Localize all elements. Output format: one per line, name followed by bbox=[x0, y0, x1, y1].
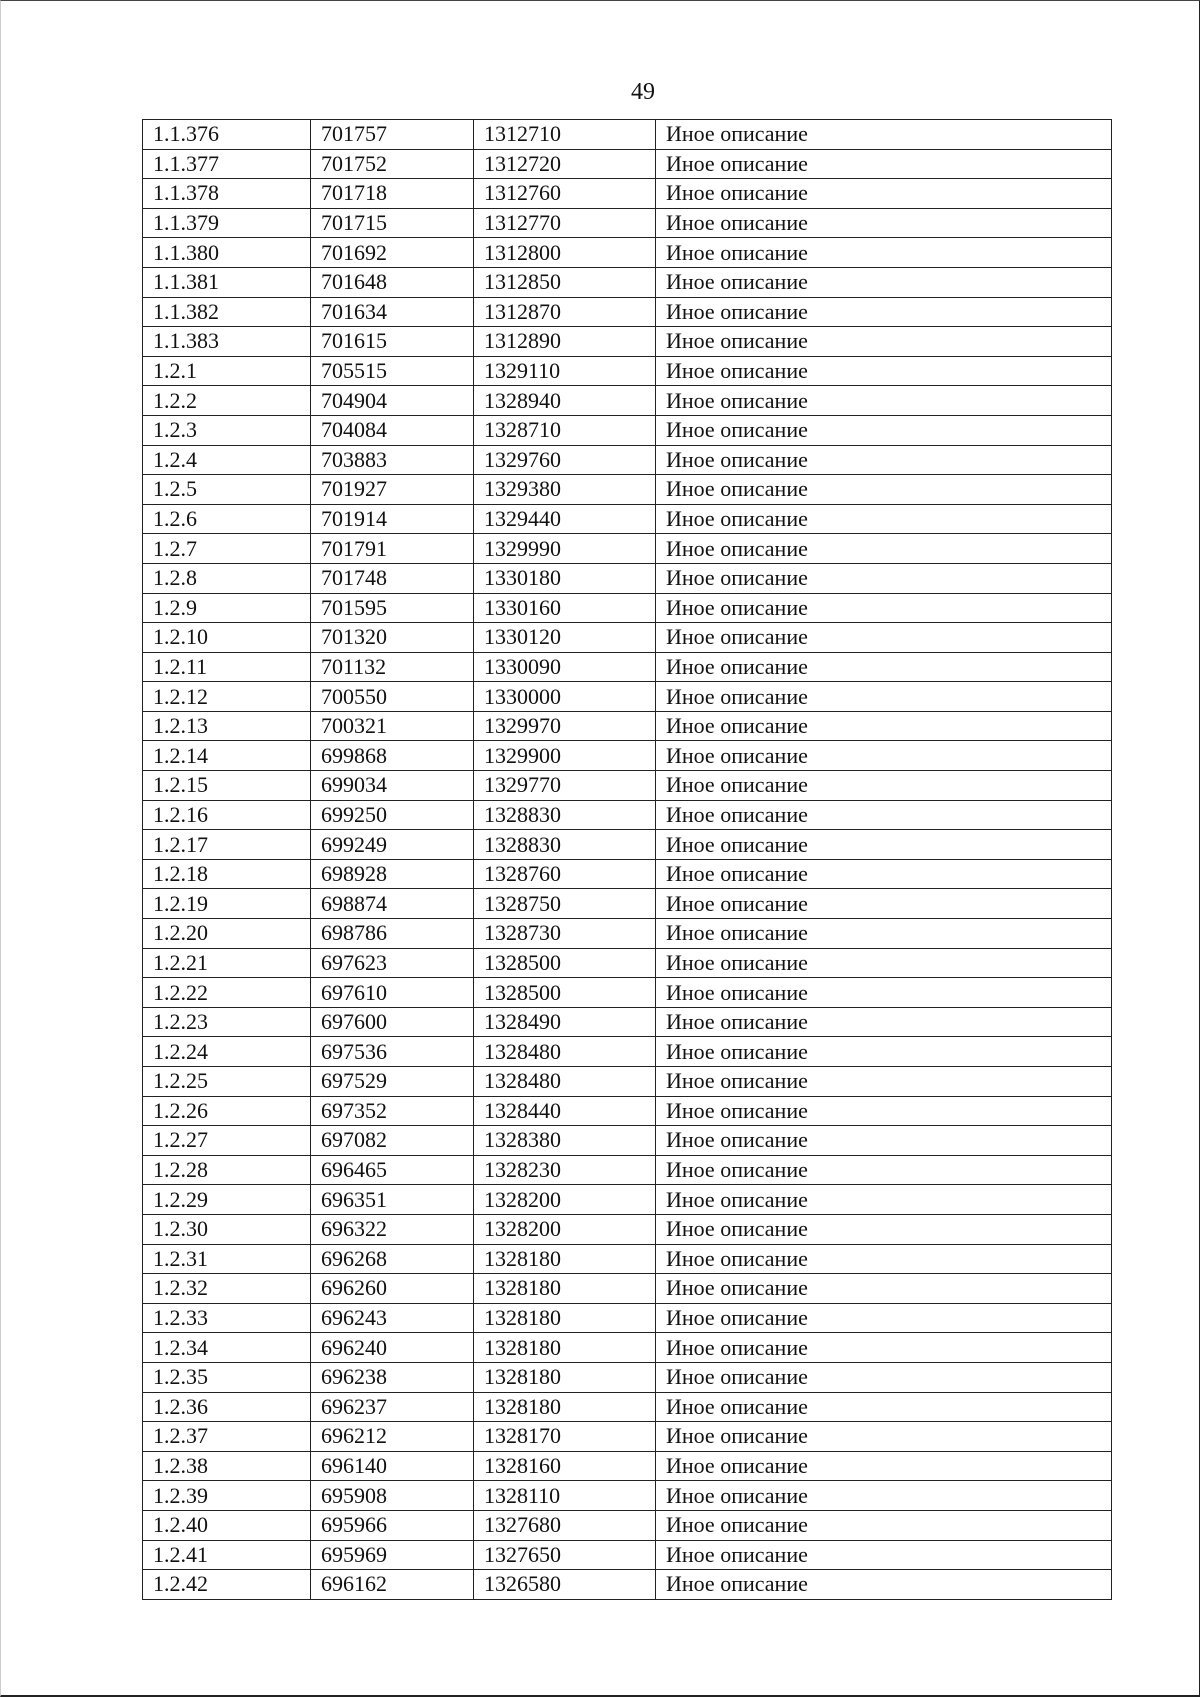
description-cell: Иное описание bbox=[656, 297, 1112, 327]
description-cell: Иное описание bbox=[656, 1362, 1112, 1392]
x-coordinate-cell: 701320 bbox=[311, 623, 474, 653]
table-row bbox=[143, 919, 1112, 949]
x-coordinate-cell: 697082 bbox=[311, 1126, 474, 1156]
y-coordinate-cell: 1328180 bbox=[474, 1274, 656, 1304]
description-cell: Иное описание bbox=[656, 475, 1112, 505]
x-coordinate-cell: 697623 bbox=[311, 948, 474, 978]
point-number-cell: 1.1.376 bbox=[143, 120, 311, 150]
point-number-cell: 1.2.31 bbox=[143, 1244, 311, 1274]
description-cell: Иное описание bbox=[656, 1303, 1112, 1333]
x-coordinate-cell: 696322 bbox=[311, 1214, 474, 1244]
x-coordinate-cell: 697529 bbox=[311, 1067, 474, 1097]
point-number-cell: 1.2.11 bbox=[143, 652, 311, 682]
point-number-cell: 1.2.1 bbox=[143, 356, 311, 386]
x-coordinate-cell: 701634 bbox=[311, 297, 474, 327]
y-coordinate-cell: 1330160 bbox=[474, 593, 656, 623]
description-cell: Иное описание bbox=[656, 1392, 1112, 1422]
table-row bbox=[143, 623, 1112, 653]
x-coordinate-cell: 704084 bbox=[311, 415, 474, 445]
x-coordinate-cell: 696465 bbox=[311, 1155, 474, 1185]
description-cell: Иное описание bbox=[656, 1333, 1112, 1363]
y-coordinate-cell: 1328180 bbox=[474, 1362, 656, 1392]
y-coordinate-cell: 1329760 bbox=[474, 445, 656, 475]
x-coordinate-cell: 701132 bbox=[311, 652, 474, 682]
point-number-cell: 1.2.39 bbox=[143, 1481, 311, 1511]
x-coordinate-cell: 698928 bbox=[311, 859, 474, 889]
y-coordinate-cell: 1312850 bbox=[474, 267, 656, 297]
x-coordinate-cell: 698786 bbox=[311, 919, 474, 949]
description-cell: Иное описание bbox=[656, 1451, 1112, 1481]
y-coordinate-cell: 1328490 bbox=[474, 1007, 656, 1037]
table-row bbox=[143, 978, 1112, 1008]
y-coordinate-cell: 1312870 bbox=[474, 297, 656, 327]
point-number-cell: 1.2.28 bbox=[143, 1155, 311, 1185]
point-number-cell: 1.2.16 bbox=[143, 800, 311, 830]
table-row bbox=[143, 1333, 1112, 1363]
y-coordinate-cell: 1329970 bbox=[474, 711, 656, 741]
y-coordinate-cell: 1329900 bbox=[474, 741, 656, 771]
description-cell: Иное описание bbox=[656, 327, 1112, 357]
point-number-cell: 1.1.381 bbox=[143, 267, 311, 297]
table-row bbox=[143, 120, 1112, 150]
point-number-cell: 1.2.24 bbox=[143, 1037, 311, 1067]
description-cell: Иное описание bbox=[656, 1540, 1112, 1570]
point-number-cell: 1.2.17 bbox=[143, 830, 311, 860]
table-row bbox=[143, 504, 1112, 534]
x-coordinate-cell: 701718 bbox=[311, 179, 474, 209]
point-number-cell: 1.2.13 bbox=[143, 711, 311, 741]
description-cell: Иное описание bbox=[656, 1510, 1112, 1540]
point-number-cell: 1.2.10 bbox=[143, 623, 311, 653]
point-number-cell: 1.2.18 bbox=[143, 859, 311, 889]
table-row bbox=[143, 741, 1112, 771]
page-number: 49 bbox=[631, 79, 655, 105]
x-coordinate-cell: 701595 bbox=[311, 593, 474, 623]
table-row bbox=[143, 534, 1112, 564]
y-coordinate-cell: 1328940 bbox=[474, 386, 656, 416]
y-coordinate-cell: 1328830 bbox=[474, 830, 656, 860]
y-coordinate-cell: 1312890 bbox=[474, 327, 656, 357]
x-coordinate-cell: 696240 bbox=[311, 1333, 474, 1363]
point-number-cell: 1.2.29 bbox=[143, 1185, 311, 1215]
y-coordinate-cell: 1328760 bbox=[474, 859, 656, 889]
y-coordinate-cell: 1328180 bbox=[474, 1333, 656, 1363]
description-cell: Иное описание bbox=[656, 504, 1112, 534]
description-cell: Иное описание bbox=[656, 534, 1112, 564]
table-row bbox=[143, 356, 1112, 386]
point-number-cell: 1.1.378 bbox=[143, 179, 311, 209]
x-coordinate-cell: 699249 bbox=[311, 830, 474, 860]
x-coordinate-cell: 697536 bbox=[311, 1037, 474, 1067]
description-cell: Иное описание bbox=[656, 208, 1112, 238]
y-coordinate-cell: 1328480 bbox=[474, 1037, 656, 1067]
description-cell: Иное описание bbox=[656, 445, 1112, 475]
point-number-cell: 1.2.2 bbox=[143, 386, 311, 416]
description-cell: Иное описание bbox=[656, 1214, 1112, 1244]
point-number-cell: 1.2.35 bbox=[143, 1362, 311, 1392]
description-cell: Иное описание bbox=[656, 623, 1112, 653]
description-cell: Иное описание bbox=[656, 563, 1112, 593]
x-coordinate-cell: 700321 bbox=[311, 711, 474, 741]
x-coordinate-cell: 699250 bbox=[311, 800, 474, 830]
x-coordinate-cell: 696268 bbox=[311, 1244, 474, 1274]
y-coordinate-cell: 1329770 bbox=[474, 771, 656, 801]
y-coordinate-cell: 1312710 bbox=[474, 120, 656, 150]
y-coordinate-cell: 1329990 bbox=[474, 534, 656, 564]
point-number-cell: 1.2.42 bbox=[143, 1570, 311, 1600]
table-row bbox=[143, 1244, 1112, 1274]
point-number-cell: 1.2.26 bbox=[143, 1096, 311, 1126]
table-row bbox=[143, 297, 1112, 327]
table-row bbox=[143, 208, 1112, 238]
x-coordinate-cell: 696237 bbox=[311, 1392, 474, 1422]
point-number-cell: 1.2.14 bbox=[143, 741, 311, 771]
description-cell: Иное описание bbox=[656, 741, 1112, 771]
table-row bbox=[143, 1422, 1112, 1452]
description-cell: Иное описание bbox=[656, 1274, 1112, 1304]
description-cell: Иное описание bbox=[656, 1007, 1112, 1037]
point-number-cell: 1.2.8 bbox=[143, 563, 311, 593]
table-row bbox=[143, 415, 1112, 445]
description-cell: Иное описание bbox=[656, 1422, 1112, 1452]
table-row bbox=[143, 179, 1112, 209]
x-coordinate-cell: 703883 bbox=[311, 445, 474, 475]
y-coordinate-cell: 1329380 bbox=[474, 475, 656, 505]
x-coordinate-cell: 696140 bbox=[311, 1451, 474, 1481]
y-coordinate-cell: 1327680 bbox=[474, 1510, 656, 1540]
point-number-cell: 1.2.27 bbox=[143, 1126, 311, 1156]
x-coordinate-cell: 697600 bbox=[311, 1007, 474, 1037]
point-number-cell: 1.2.22 bbox=[143, 978, 311, 1008]
point-number-cell: 1.1.380 bbox=[143, 238, 311, 268]
x-coordinate-cell: 701615 bbox=[311, 327, 474, 357]
y-coordinate-cell: 1312720 bbox=[474, 149, 656, 179]
y-coordinate-cell: 1328440 bbox=[474, 1096, 656, 1126]
y-coordinate-cell: 1330090 bbox=[474, 652, 656, 682]
y-coordinate-cell: 1328500 bbox=[474, 978, 656, 1008]
point-number-cell: 1.2.41 bbox=[143, 1540, 311, 1570]
x-coordinate-cell: 696212 bbox=[311, 1422, 474, 1452]
description-cell: Иное описание bbox=[656, 1067, 1112, 1097]
y-coordinate-cell: 1328200 bbox=[474, 1214, 656, 1244]
x-coordinate-cell: 701757 bbox=[311, 120, 474, 150]
y-coordinate-cell: 1330120 bbox=[474, 623, 656, 653]
y-coordinate-cell: 1328200 bbox=[474, 1185, 656, 1215]
point-number-cell: 1.2.12 bbox=[143, 682, 311, 712]
x-coordinate-cell: 696351 bbox=[311, 1185, 474, 1215]
table-row bbox=[143, 711, 1112, 741]
description-cell: Иное описание bbox=[656, 682, 1112, 712]
y-coordinate-cell: 1312770 bbox=[474, 208, 656, 238]
point-number-cell: 1.2.9 bbox=[143, 593, 311, 623]
description-cell: Иное описание bbox=[656, 120, 1112, 150]
y-coordinate-cell: 1326580 bbox=[474, 1570, 656, 1600]
y-coordinate-cell: 1312800 bbox=[474, 238, 656, 268]
x-coordinate-cell: 701927 bbox=[311, 475, 474, 505]
point-number-cell: 1.2.37 bbox=[143, 1422, 311, 1452]
x-coordinate-cell: 705515 bbox=[311, 356, 474, 386]
x-coordinate-cell: 699034 bbox=[311, 771, 474, 801]
description-cell: Иное описание bbox=[656, 1570, 1112, 1600]
table-row bbox=[143, 1303, 1112, 1333]
point-number-cell: 1.2.15 bbox=[143, 771, 311, 801]
x-coordinate-cell: 700550 bbox=[311, 682, 474, 712]
x-coordinate-cell: 699868 bbox=[311, 741, 474, 771]
coordinates-table-body bbox=[143, 120, 1112, 1600]
description-cell: Иное описание bbox=[656, 1185, 1112, 1215]
table-row bbox=[143, 1037, 1112, 1067]
description-cell: Иное описание bbox=[656, 711, 1112, 741]
description-cell: Иное описание bbox=[656, 1481, 1112, 1511]
x-coordinate-cell: 697610 bbox=[311, 978, 474, 1008]
table-row bbox=[143, 593, 1112, 623]
x-coordinate-cell: 696260 bbox=[311, 1274, 474, 1304]
description-cell: Иное описание bbox=[656, 179, 1112, 209]
y-coordinate-cell: 1330000 bbox=[474, 682, 656, 712]
x-coordinate-cell: 701648 bbox=[311, 267, 474, 297]
x-coordinate-cell: 701692 bbox=[311, 238, 474, 268]
y-coordinate-cell: 1328110 bbox=[474, 1481, 656, 1511]
point-number-cell: 1.2.38 bbox=[143, 1451, 311, 1481]
x-coordinate-cell: 701748 bbox=[311, 563, 474, 593]
table-row bbox=[143, 1510, 1112, 1540]
table-row bbox=[143, 327, 1112, 357]
x-coordinate-cell: 704904 bbox=[311, 386, 474, 416]
description-cell: Иное описание bbox=[656, 889, 1112, 919]
y-coordinate-cell: 1328160 bbox=[474, 1451, 656, 1481]
description-cell: Иное описание bbox=[656, 652, 1112, 682]
table-row bbox=[143, 149, 1112, 179]
description-cell: Иное описание bbox=[656, 1037, 1112, 1067]
point-number-cell: 1.2.33 bbox=[143, 1303, 311, 1333]
table-row bbox=[143, 1392, 1112, 1422]
point-number-cell: 1.2.7 bbox=[143, 534, 311, 564]
x-coordinate-cell: 697352 bbox=[311, 1096, 474, 1126]
x-coordinate-cell: 696238 bbox=[311, 1362, 474, 1392]
x-coordinate-cell: 701715 bbox=[311, 208, 474, 238]
description-cell: Иное описание bbox=[656, 1244, 1112, 1274]
description-cell: Иное описание bbox=[656, 238, 1112, 268]
point-number-cell: 1.2.3 bbox=[143, 415, 311, 445]
y-coordinate-cell: 1328730 bbox=[474, 919, 656, 949]
table-row bbox=[143, 1214, 1112, 1244]
coordinates-table bbox=[142, 119, 1112, 1600]
description-cell: Иное описание bbox=[656, 1096, 1112, 1126]
table-row bbox=[143, 1126, 1112, 1156]
y-coordinate-cell: 1312760 bbox=[474, 179, 656, 209]
description-cell: Иное описание bbox=[656, 415, 1112, 445]
y-coordinate-cell: 1328750 bbox=[474, 889, 656, 919]
point-number-cell: 1.2.21 bbox=[143, 948, 311, 978]
x-coordinate-cell: 701914 bbox=[311, 504, 474, 534]
point-number-cell: 1.2.5 bbox=[143, 475, 311, 505]
description-cell: Иное описание bbox=[656, 356, 1112, 386]
description-cell: Иное описание bbox=[656, 948, 1112, 978]
description-cell: Иное описание bbox=[656, 978, 1112, 1008]
y-coordinate-cell: 1328380 bbox=[474, 1126, 656, 1156]
table-row bbox=[143, 1185, 1112, 1215]
y-coordinate-cell: 1328480 bbox=[474, 1067, 656, 1097]
y-coordinate-cell: 1328180 bbox=[474, 1392, 656, 1422]
table-row bbox=[143, 386, 1112, 416]
table-row bbox=[143, 1570, 1112, 1600]
y-coordinate-cell: 1329440 bbox=[474, 504, 656, 534]
x-coordinate-cell: 701752 bbox=[311, 149, 474, 179]
point-number-cell: 1.2.6 bbox=[143, 504, 311, 534]
table-row bbox=[143, 1155, 1112, 1185]
point-number-cell: 1.2.19 bbox=[143, 889, 311, 919]
point-number-cell: 1.2.36 bbox=[143, 1392, 311, 1422]
x-coordinate-cell: 696162 bbox=[311, 1570, 474, 1600]
table-row bbox=[143, 1540, 1112, 1570]
table-row bbox=[143, 238, 1112, 268]
description-cell: Иное описание bbox=[656, 149, 1112, 179]
table-row bbox=[143, 859, 1112, 889]
table-row bbox=[143, 1451, 1112, 1481]
description-cell: Иное описание bbox=[656, 800, 1112, 830]
table-row bbox=[143, 830, 1112, 860]
table-row bbox=[143, 889, 1112, 919]
x-coordinate-cell: 701791 bbox=[311, 534, 474, 564]
table-row bbox=[143, 475, 1112, 505]
table-row bbox=[143, 682, 1112, 712]
table-row bbox=[143, 1007, 1112, 1037]
x-coordinate-cell: 695908 bbox=[311, 1481, 474, 1511]
description-cell: Иное описание bbox=[656, 859, 1112, 889]
y-coordinate-cell: 1327650 bbox=[474, 1540, 656, 1570]
point-number-cell: 1.2.4 bbox=[143, 445, 311, 475]
point-number-cell: 1.1.383 bbox=[143, 327, 311, 357]
point-number-cell: 1.2.25 bbox=[143, 1067, 311, 1097]
table-row bbox=[143, 652, 1112, 682]
description-cell: Иное описание bbox=[656, 1126, 1112, 1156]
point-number-cell: 1.1.377 bbox=[143, 149, 311, 179]
y-coordinate-cell: 1328180 bbox=[474, 1303, 656, 1333]
table-row bbox=[143, 948, 1112, 978]
description-cell: Иное описание bbox=[656, 386, 1112, 416]
point-number-cell: 1.1.382 bbox=[143, 297, 311, 327]
y-coordinate-cell: 1328180 bbox=[474, 1244, 656, 1274]
point-number-cell: 1.2.23 bbox=[143, 1007, 311, 1037]
y-coordinate-cell: 1329110 bbox=[474, 356, 656, 386]
y-coordinate-cell: 1328830 bbox=[474, 800, 656, 830]
x-coordinate-cell: 698874 bbox=[311, 889, 474, 919]
table-row bbox=[143, 800, 1112, 830]
y-coordinate-cell: 1328500 bbox=[474, 948, 656, 978]
y-coordinate-cell: 1328710 bbox=[474, 415, 656, 445]
table-row bbox=[143, 267, 1112, 297]
description-cell: Иное описание bbox=[656, 919, 1112, 949]
table-row bbox=[143, 771, 1112, 801]
point-number-cell: 1.2.32 bbox=[143, 1274, 311, 1304]
x-coordinate-cell: 696243 bbox=[311, 1303, 474, 1333]
point-number-cell: 1.2.34 bbox=[143, 1333, 311, 1363]
description-cell: Иное описание bbox=[656, 267, 1112, 297]
x-coordinate-cell: 695969 bbox=[311, 1540, 474, 1570]
description-cell: Иное описание bbox=[656, 771, 1112, 801]
point-number-cell: 1.1.379 bbox=[143, 208, 311, 238]
description-cell: Иное описание bbox=[656, 830, 1112, 860]
table-row bbox=[143, 563, 1112, 593]
table-row bbox=[143, 1067, 1112, 1097]
description-cell: Иное описание bbox=[656, 593, 1112, 623]
y-coordinate-cell: 1330180 bbox=[474, 563, 656, 593]
description-cell: Иное описание bbox=[656, 1155, 1112, 1185]
table-row bbox=[143, 1481, 1112, 1511]
table-row bbox=[143, 1362, 1112, 1392]
point-number-cell: 1.2.20 bbox=[143, 919, 311, 949]
point-number-cell: 1.2.40 bbox=[143, 1510, 311, 1540]
x-coordinate-cell: 695966 bbox=[311, 1510, 474, 1540]
y-coordinate-cell: 1328230 bbox=[474, 1155, 656, 1185]
point-number-cell: 1.2.30 bbox=[143, 1214, 311, 1244]
table-row bbox=[143, 1274, 1112, 1304]
table-row bbox=[143, 445, 1112, 475]
y-coordinate-cell: 1328170 bbox=[474, 1422, 656, 1452]
table-row bbox=[143, 1096, 1112, 1126]
